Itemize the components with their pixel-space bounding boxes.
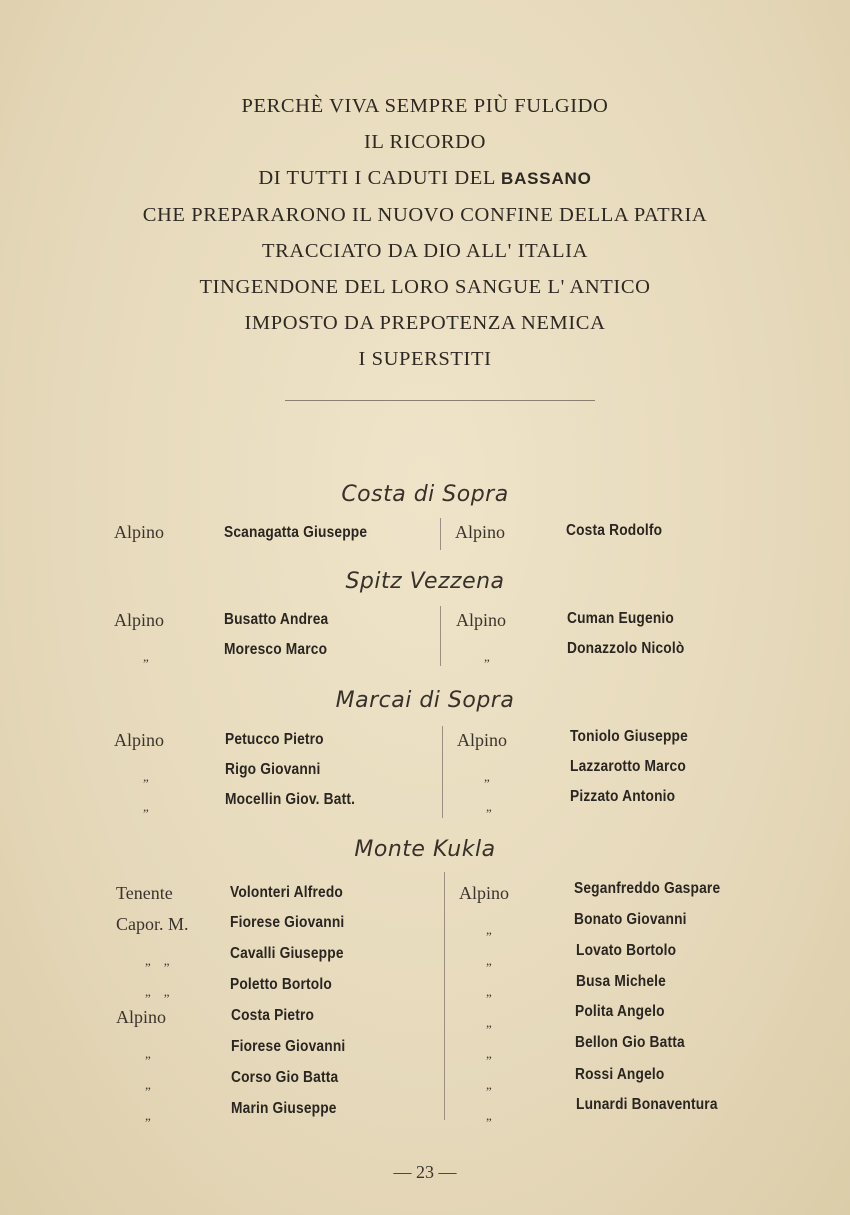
name-left: Rigo Giovanni (225, 761, 321, 778)
name-left: Marin Giuseppe (231, 1100, 337, 1117)
name-right: Pizzato Antonio (570, 788, 676, 805)
rank-left: Alpino (114, 610, 165, 630)
name-right: Cuman Eugenio (567, 610, 674, 627)
rank-left: Alpino (114, 522, 165, 542)
list-row (0, 788, 850, 821)
name-right: Lunardi Bonaventura (576, 1096, 718, 1113)
rank-right: „ (486, 1015, 492, 1030)
rank-left: „ (145, 1046, 151, 1061)
dedication-line: TRACCIATO DA DIO ALL' ITALIA (262, 239, 588, 262)
name-left: Costa Pietro (231, 1007, 315, 1024)
rank-left: „ (145, 1108, 151, 1123)
divider-rule (285, 400, 595, 401)
rank-right: „ (486, 1108, 492, 1123)
rank-right: „ (486, 984, 492, 999)
name-right: Bonato Giovanni (574, 911, 687, 928)
list-row (0, 522, 850, 552)
dedication-line: IL RICORDO (364, 131, 486, 154)
rank-left: Tenente (116, 883, 173, 903)
name-right: Bellon Gio Batta (575, 1034, 685, 1051)
name-right: Lovato Bortolo (576, 942, 677, 959)
rank-left: Alpino (114, 730, 165, 750)
list-row (0, 973, 850, 1006)
name-left: Poletto Bortolo (230, 976, 332, 993)
rank-left: „ (143, 799, 149, 814)
list-row (0, 1034, 850, 1068)
page-number: — 23 — (393, 1162, 457, 1182)
name-left: Corso Gio Batta (231, 1069, 339, 1086)
dedication-line: CHE PREPARARONO IL NUOVO CONFINE DELLA PATRIA (142, 203, 708, 226)
section-title: Marcai di Sopra (335, 688, 515, 713)
rank-left: „ (145, 1077, 151, 1092)
list-row (0, 880, 850, 913)
dedication-line: IMPOSTO DA PREPOTENZA NEMICA (244, 312, 606, 335)
rank-right: „ (486, 922, 492, 937)
name-right: Toniolo Giuseppe (570, 728, 688, 745)
rank-right: Alpino (455, 522, 506, 542)
dedication-line: I SUPERSTITI (358, 348, 492, 371)
rank-right: „ (486, 953, 492, 968)
rank-left: „ „ (145, 984, 170, 999)
rank-right: Alpino (456, 610, 507, 630)
rank-left: Alpino (116, 1007, 167, 1027)
list-row (0, 911, 850, 944)
list-row (0, 1096, 850, 1130)
name-left: Cavalli Giuseppe (230, 945, 344, 962)
section-title: Costa di Sopra (341, 482, 509, 507)
list-row (0, 1003, 850, 1037)
list-row (0, 1066, 850, 1099)
name-right: Lazzarotto Marco (570, 758, 686, 775)
dedication-line: TINGENDONE DEL LORO SANGUE L' ANTICO (199, 275, 651, 298)
rank-right: „ (486, 799, 492, 814)
name-left: Scanagatta Giuseppe (224, 524, 368, 541)
dedication-line-text: DI TUTTI I CADUTI DEL (258, 167, 496, 190)
dedication-bold-word: BASSANO (501, 169, 592, 189)
name-left: Fiorese Giovanni (231, 1038, 346, 1055)
name-right: Rossi Angelo (575, 1066, 665, 1083)
dedication-line: PERCHÈ VIVA SEMPRE PIÙ FULGIDO (241, 95, 609, 117)
list-row (0, 758, 850, 791)
name-right: Costa Rodolfo (566, 522, 663, 539)
list-row (0, 942, 850, 975)
name-right: Donazzolo Nicolò (567, 640, 685, 657)
rank-right: „ (486, 1046, 492, 1061)
rank-right: „ (484, 769, 490, 784)
dedication-line (0, 160, 850, 196)
section-title: Monte Kukla (354, 837, 496, 862)
rank-left: Capor. M. (116, 914, 189, 934)
rank-left: „ „ (145, 953, 170, 968)
list-row (0, 641, 850, 671)
section-title: Spitz Vezzena (345, 569, 505, 594)
dedication (0, 88, 850, 378)
name-left: Volonteri Alfredo (230, 884, 344, 901)
name-left: Mocellin Giov. Batt. (225, 791, 356, 808)
rank-left: „ (143, 649, 149, 664)
name-right: Seganfreddo Gaspare (574, 880, 721, 897)
name-left: Moresco Marco (224, 641, 328, 658)
rank-right: Alpino (457, 730, 508, 750)
list-row (0, 610, 850, 640)
name-left: Petucco Pietro (225, 731, 324, 748)
name-left: Fiorese Giovanni (230, 914, 345, 931)
name-left: Busatto Andrea (224, 611, 329, 628)
rank-right: „ (486, 1077, 492, 1092)
rank-right: Alpino (459, 883, 510, 903)
name-right: Busa Michele (576, 973, 667, 990)
rank-right: „ (484, 649, 490, 664)
list-row (0, 730, 850, 760)
rank-left: „ (143, 769, 149, 784)
name-right: Polita Angelo (575, 1003, 665, 1020)
